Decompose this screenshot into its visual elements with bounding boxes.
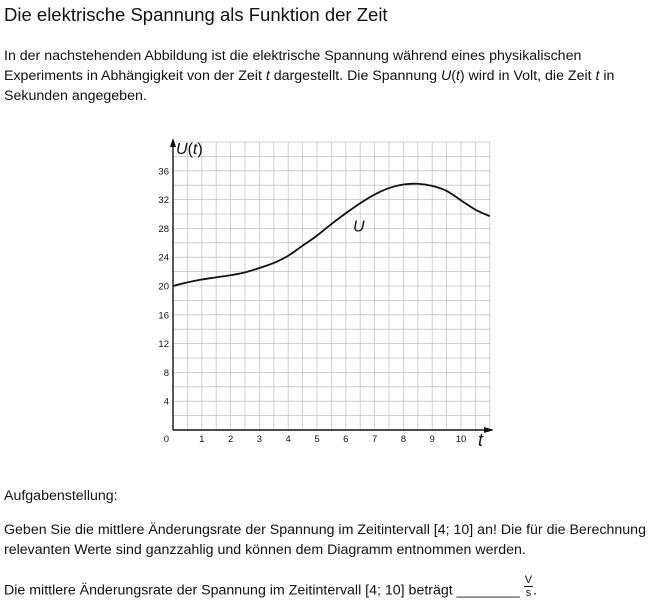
y-axis-label: U(t)	[176, 141, 203, 158]
answer-line	[4, 574, 538, 603]
y-tick-label: 8	[163, 367, 169, 379]
intro-text-5: in Sekunden angegeben.	[4, 68, 615, 104]
x-tick-label: 3	[256, 434, 263, 445]
x-axis-label: t	[478, 430, 484, 450]
x-tick-label: 4	[285, 434, 291, 445]
x-tick-label: 1	[199, 434, 205, 445]
y-tick-label: 4	[163, 396, 169, 408]
y-tick-label: 24	[158, 252, 169, 264]
curve-label: U	[353, 218, 365, 236]
page-title: Die elektrische Spannung als Funktion der Zeit	[4, 4, 388, 25]
intro-var-t-3: t	[595, 68, 600, 84]
y-tick-label: 12	[158, 339, 169, 351]
y-tick-label: 20	[158, 281, 169, 293]
axes	[170, 138, 494, 433]
x-tick-label: 6	[343, 434, 349, 445]
origin-label: 0	[163, 434, 169, 445]
y-tick-label: 16	[158, 310, 169, 322]
intro-var-t: t	[265, 68, 270, 84]
voltage-chart	[140, 138, 510, 454]
intro-var-t-2: t	[455, 68, 460, 84]
y-tick-label: 28	[158, 223, 169, 235]
x-axis-arrow	[484, 427, 494, 433]
intro-text-3: (	[451, 68, 456, 84]
task-text: Geben Sie die mittlere Änderungsrate der Spannung im Zeitintervall [4; 10] an! Die für die Berechnung relevanten Werte sind ganzzahlig und können dem Diagramm entnommen werden.	[4, 522, 646, 558]
y-tick-label: 36	[158, 166, 169, 178]
x-tick-label: 8	[400, 434, 407, 445]
intro-var-u: U	[440, 68, 452, 84]
intro-text-4: ) wird in Volt, die Zeit	[459, 68, 596, 84]
answer-text: Die mittlere Änderungsrate der Spannung im Zeitintervall [4; 10] beträgt ________	[4, 582, 520, 599]
answer-end: .	[533, 582, 538, 599]
x-tick-label: 10	[455, 434, 467, 445]
y-tick-labels	[158, 166, 169, 407]
x-tick-label: 2	[227, 434, 234, 445]
task-heading: Aufgabenstellung:	[4, 488, 118, 504]
x-tick-label: 5	[314, 434, 320, 445]
unit-denominator: s	[525, 587, 532, 599]
x-tick-labels	[199, 434, 466, 445]
unit-fraction	[524, 574, 533, 599]
intro-text-1: In der nachstehenden Abbildung ist die elektrische Spannung während eines physikalischen Experiments in Abhängigkeit von der Zeit	[4, 48, 582, 84]
x-tick-label: 9	[429, 434, 435, 445]
y-tick-label: 32	[158, 195, 169, 207]
x-tick-label: 7	[371, 434, 378, 445]
intro-paragraph	[4, 46, 650, 106]
intro-text-2: dargestellt. Die Spannung	[269, 68, 441, 84]
unit-numerator: V	[524, 574, 533, 586]
